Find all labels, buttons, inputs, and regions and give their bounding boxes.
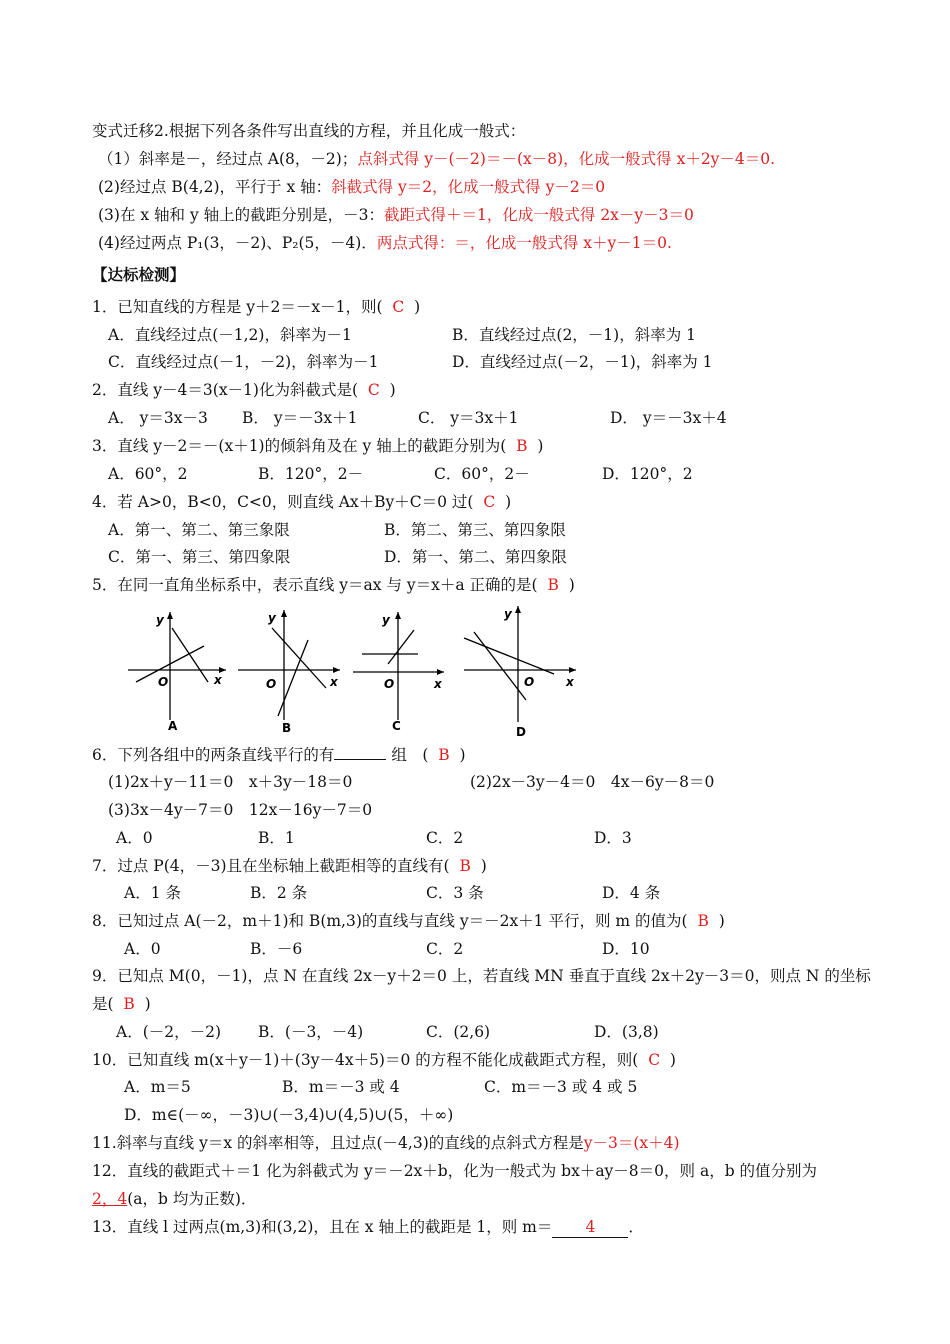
q4-option-c: C．第一、第三、第四象限 xyxy=(108,548,291,566)
graph-c-label: C xyxy=(392,719,401,733)
graph-c-origin: O xyxy=(384,677,395,691)
q5-graph-figures xyxy=(118,598,598,743)
q3-stem: 3．直线 y－2＝－(x＋1)的倾斜角及在 y 轴上的截距分别为( B ) xyxy=(92,437,544,455)
q9-stem: 9．已知点 M(0，－1)，点 N 在直线 2x－y＋2＝0 上，若直线 MN 垂直于直线 2x＋2y－3＝0，则点 N 的坐标 xyxy=(92,967,871,985)
q8-option-a: A．0 xyxy=(124,940,161,958)
q13-answer: 4 xyxy=(585,1218,596,1236)
q6-group-3: (3)3x－4y－7＝0 12x－16y－7＝0 xyxy=(108,801,373,819)
variant-heading: 变式迁移2.根据下列各条件写出直线的方程，并且化成一般式： xyxy=(92,122,526,140)
q6-option-b: B．1 xyxy=(258,829,295,847)
q6-answer: B xyxy=(438,746,450,764)
variant-answer-2: 斜截式得 y＝2，化成一般式得 y－2＝0 xyxy=(331,178,606,196)
graph-c-y-label: y xyxy=(382,613,390,627)
graph-b-line-1 xyxy=(272,628,326,688)
q10-answer: C xyxy=(648,1051,661,1069)
graph-d-line-1 xyxy=(464,638,554,674)
graph-a-x-label: x xyxy=(214,673,222,687)
q10-option-d: D．m∈(－∞，－3)∪(－3,4)∪(4,5)∪(5，＋∞) xyxy=(124,1106,454,1124)
q2-option-c: C． y＝3x＋1 xyxy=(418,409,519,427)
q6-stem: 6．下列各组中的两条直线平行的有 组 ( B ) xyxy=(92,746,466,764)
graph-a-label: A xyxy=(168,719,178,733)
graph-b-origin: O xyxy=(266,677,277,691)
q6-blank xyxy=(334,745,386,760)
q13-blank xyxy=(552,1217,628,1238)
graph-b xyxy=(238,610,340,735)
graph-a-origin: O xyxy=(158,675,169,689)
q4-option-d: D．第一、第二、第四象限 xyxy=(384,548,567,566)
variant-item-2: (2)经过点 B(4,2)，平行于 x 轴：斜截式得 y＝2，化成一般式得 y－2＝0 xyxy=(98,178,606,196)
graph-b-y-label: y xyxy=(268,611,276,625)
q3-option-c: C．60°，2－ xyxy=(434,465,530,483)
q1-option-a: A．直线经过点(－1,2)，斜率为－1 xyxy=(108,326,352,344)
q12-answer: 2，4 xyxy=(92,1190,128,1208)
q10-option-c: C．m＝－3 或 4 或 5 xyxy=(484,1078,638,1096)
graph-c-x-label: x xyxy=(434,677,442,691)
q1-option-d: D．直线经过点(－2，－1)，斜率为 1 xyxy=(452,353,713,371)
q13: 13．直线 l 过两点(m,3)和(3,2)，且在 x 轴上的截距是 1，则 m＝ 4 ． xyxy=(92,1218,644,1236)
q1-stem: 1．已知直线的方程是 y＋2＝－x－1，则( C ) xyxy=(92,298,421,316)
q3-option-b: B．120°，2－ xyxy=(258,465,364,483)
q12-stem: 12．直线的截距式＋＝1 化为斜截式为 y＝－2x＋b，化为一般式为 bx＋ay－8＝0，则 a，b 的值分别为 xyxy=(92,1162,818,1180)
variant-answer-4: 两点式得：＝，化成一般式得 x＋y－1＝0. xyxy=(376,234,672,252)
q7-stem: 7．过点 P(4，－3)且在坐标轴上截距相等的直线有( B ) xyxy=(92,857,487,875)
q9-option-c: C．(2,6) xyxy=(426,1023,491,1041)
q4-stem: 4．若 A>0，B<0，C<0，则直线 Ax＋By＋C＝0 过( C ) xyxy=(92,493,512,511)
q12-cont: 2，4(a，b 均为正数)． xyxy=(92,1190,257,1208)
q5-stem: 5．在同一直角坐标系中，表示直线 y＝ax 与 y＝x＋a 正确的是( B ) xyxy=(92,576,575,594)
q10-option-b: B．m＝－3 或 4 xyxy=(282,1078,400,1096)
q9-option-a: A．(－2，－2) xyxy=(116,1023,222,1041)
variant-item-4: (4)经过两点 P₁(3，－2)、P₂(5，－4)．两点式得：＝，化成一般式得 x＋y－1＝0. xyxy=(98,234,672,252)
variant-answer-3: 截距式得＋＝1，化成一般式得 2x－y－3＝0 xyxy=(384,206,694,224)
q4-option-a: A．第一、第二、第三象限 xyxy=(108,521,290,539)
q3-option-a: A．60°，2 xyxy=(108,465,188,483)
q4-answer: C xyxy=(483,493,496,511)
q1-option-b: B．直线经过点(2，－1)，斜率为 1 xyxy=(452,326,696,344)
q6-option-c: C．2 xyxy=(426,829,464,847)
q2-answer: C xyxy=(367,381,380,399)
graph-d-label: D xyxy=(516,725,526,739)
graph-d-y-label: y xyxy=(504,607,512,621)
q8-option-b: B．－6 xyxy=(250,940,303,958)
q4-option-b: B．第二、第三、第四象限 xyxy=(384,521,566,539)
q9-option-d: D．(3,8) xyxy=(594,1023,659,1041)
variant-answer-1: 点斜式得 y－(－2)＝－(x－8)，化成一般式得 x＋2y－4＝0. xyxy=(357,150,776,168)
q2-stem: 2．直线 y－4＝3(x－1)化为斜截式是( C ) xyxy=(92,381,396,399)
q1-option-c: C．直线经过点(－1，－2)，斜率为－1 xyxy=(108,353,379,371)
q6-option-d: D．3 xyxy=(594,829,632,847)
q11-answer: y－3＝(x＋4) xyxy=(583,1134,680,1152)
q6-group-1: (1)2x＋y－11＝0 x＋3y－18＝0 xyxy=(108,773,353,791)
q7-answer: B xyxy=(459,857,471,875)
q9-stem-cont: 是( B ) xyxy=(92,995,151,1013)
variant-item-3: (3)在 x 轴和 y 轴上的截距分别是，－3：截距式得＋＝1，化成一般式得 2x－y－3＝0 xyxy=(98,206,694,224)
graph-b-x-label: x xyxy=(330,675,338,689)
graph-d-origin: O xyxy=(524,675,535,689)
q8-option-d: D．10 xyxy=(602,940,650,958)
q8-stem: 8．已知过点 A(－2，m＋1)和 B(m,3)的直线与直线 y＝－2x＋1 平行，则 m 的值为( B ) xyxy=(92,912,725,930)
q3-answer: B xyxy=(516,437,528,455)
q3-option-d: D．120°，2 xyxy=(602,465,693,483)
graph-c xyxy=(353,612,444,733)
q2-option-d: D． y＝－3x＋4 xyxy=(610,409,727,427)
q7-option-b: B．2 条 xyxy=(250,884,308,902)
q11: 11.斜率与直线 y＝x 的斜率相等，且过点(－4,3)的直线的点斜式方程是y－3＝(x＋4) xyxy=(92,1134,680,1152)
q7-option-c: C．3 条 xyxy=(426,884,484,902)
q9-option-b: B．(－3，－4) xyxy=(258,1023,364,1041)
q8-option-c: C．2 xyxy=(426,940,464,958)
graph-b-label: B xyxy=(282,721,292,735)
section-title: 【达标检测】 xyxy=(92,265,186,284)
q1-answer: C xyxy=(392,298,405,316)
q2-option-a: A． y＝3x－3 xyxy=(108,409,208,427)
graph-d-x-label: x xyxy=(566,675,574,689)
q10-stem: 10．已知直线 m(x＋y－1)＋(3y－4x＋5)＝0 的方程不能化成截距式方程，则( C ) xyxy=(92,1051,676,1069)
q8-answer: B xyxy=(697,912,709,930)
q6-option-a: A．0 xyxy=(116,829,153,847)
q9-answer: B xyxy=(123,995,135,1013)
graph-a-y-label: y xyxy=(156,613,164,627)
q7-option-d: D．4 条 xyxy=(602,884,661,902)
graph-a xyxy=(128,612,226,733)
q5-answer: B xyxy=(547,576,559,594)
graph-c-line-2 xyxy=(388,630,414,664)
graph-a-line-2 xyxy=(172,628,208,682)
variant-item-1: （1）斜率是－，经过点 A(8，－2)；点斜式得 y－(－2)＝－(x－8)，化成一般式得 x＋2y－4＝0. xyxy=(98,150,776,168)
q10-option-a: A．m＝5 xyxy=(124,1078,191,1096)
graph-d xyxy=(464,606,576,739)
q6-group-2: (2)2x－3y－4＝0 4x－6y－8＝0 xyxy=(470,773,715,791)
q2-option-b: B． y＝－3x＋1 xyxy=(242,409,358,427)
q7-option-a: A．1 条 xyxy=(124,884,181,902)
